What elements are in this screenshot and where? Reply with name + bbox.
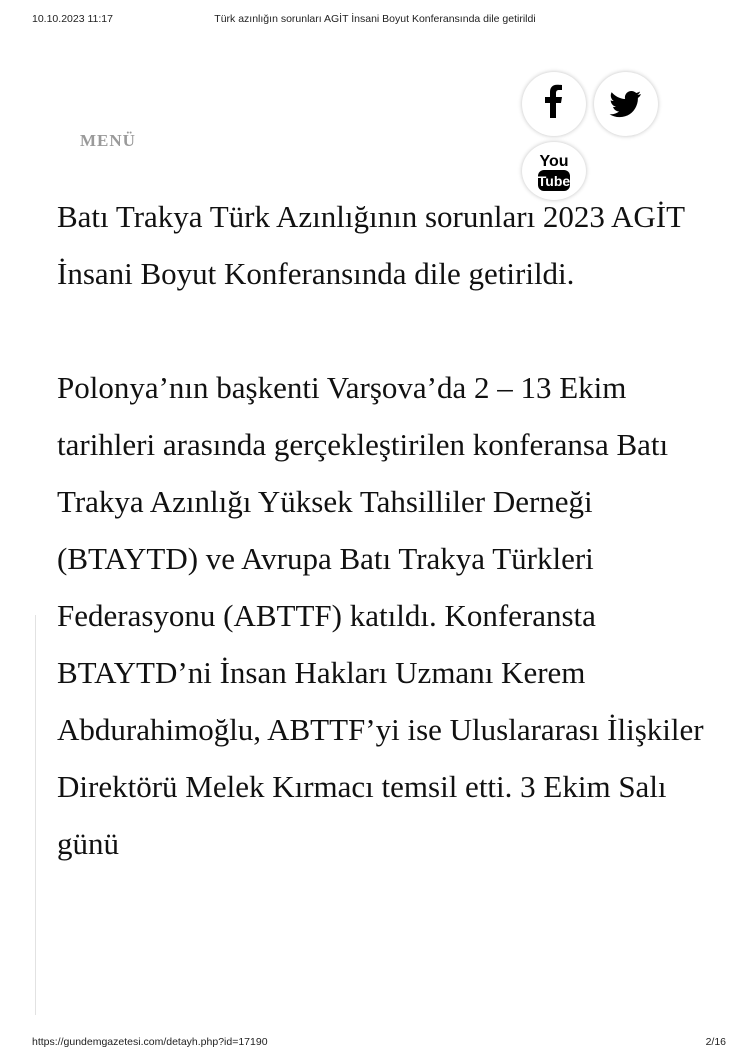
article-headline: Batı Trakya Türk Azınlığının sorunları 2023 AGİT İnsani Boyut Konferansında dile getirildi. <box>57 199 685 291</box>
print-header <box>0 0 750 30</box>
page-number: 2/16 <box>705 1036 726 1048</box>
youtube-tube-text: Tube <box>537 173 571 189</box>
print-url: https://gundemgazetesi.com/detayh.php?id=17190 <box>32 1036 268 1048</box>
divider <box>35 615 36 1015</box>
print-title: Türk azınlığın sorunları AGİT İnsani Boyut Konferansında dile getirildi <box>214 13 536 25</box>
print-footer <box>0 1032 750 1062</box>
twitter-button[interactable] <box>594 72 658 136</box>
youtube-you-text: You <box>539 153 569 170</box>
print-datetime: 10.10.2023 11:17 <box>32 13 113 25</box>
article <box>57 188 717 872</box>
facebook-icon <box>522 72 586 136</box>
facebook-button[interactable] <box>522 72 586 136</box>
article-body: Polonya’nın başkenti Varşova’da 2 – 13 Ekim tarihleri arasında gerçekleştirilen konferansa Batı Trakya Azınlığı Yüksek Tahsilliler Derneği (BTAYTD) ve Avrupa Batı Trakya Türkleri Federasyonu (ABTTF) katıldı. Konferansta BTAYTD’ni İnsan Hakları Uzmanı Kerem Abdurahimoğlu, ABTTF’yi ise Uluslararası İlişkiler Direktörü Melek Kırmacı temsil etti. 3 Ekim Salı günü <box>57 370 704 861</box>
twitter-icon <box>594 72 658 136</box>
menu-button[interactable]: MENÜ <box>80 131 136 150</box>
